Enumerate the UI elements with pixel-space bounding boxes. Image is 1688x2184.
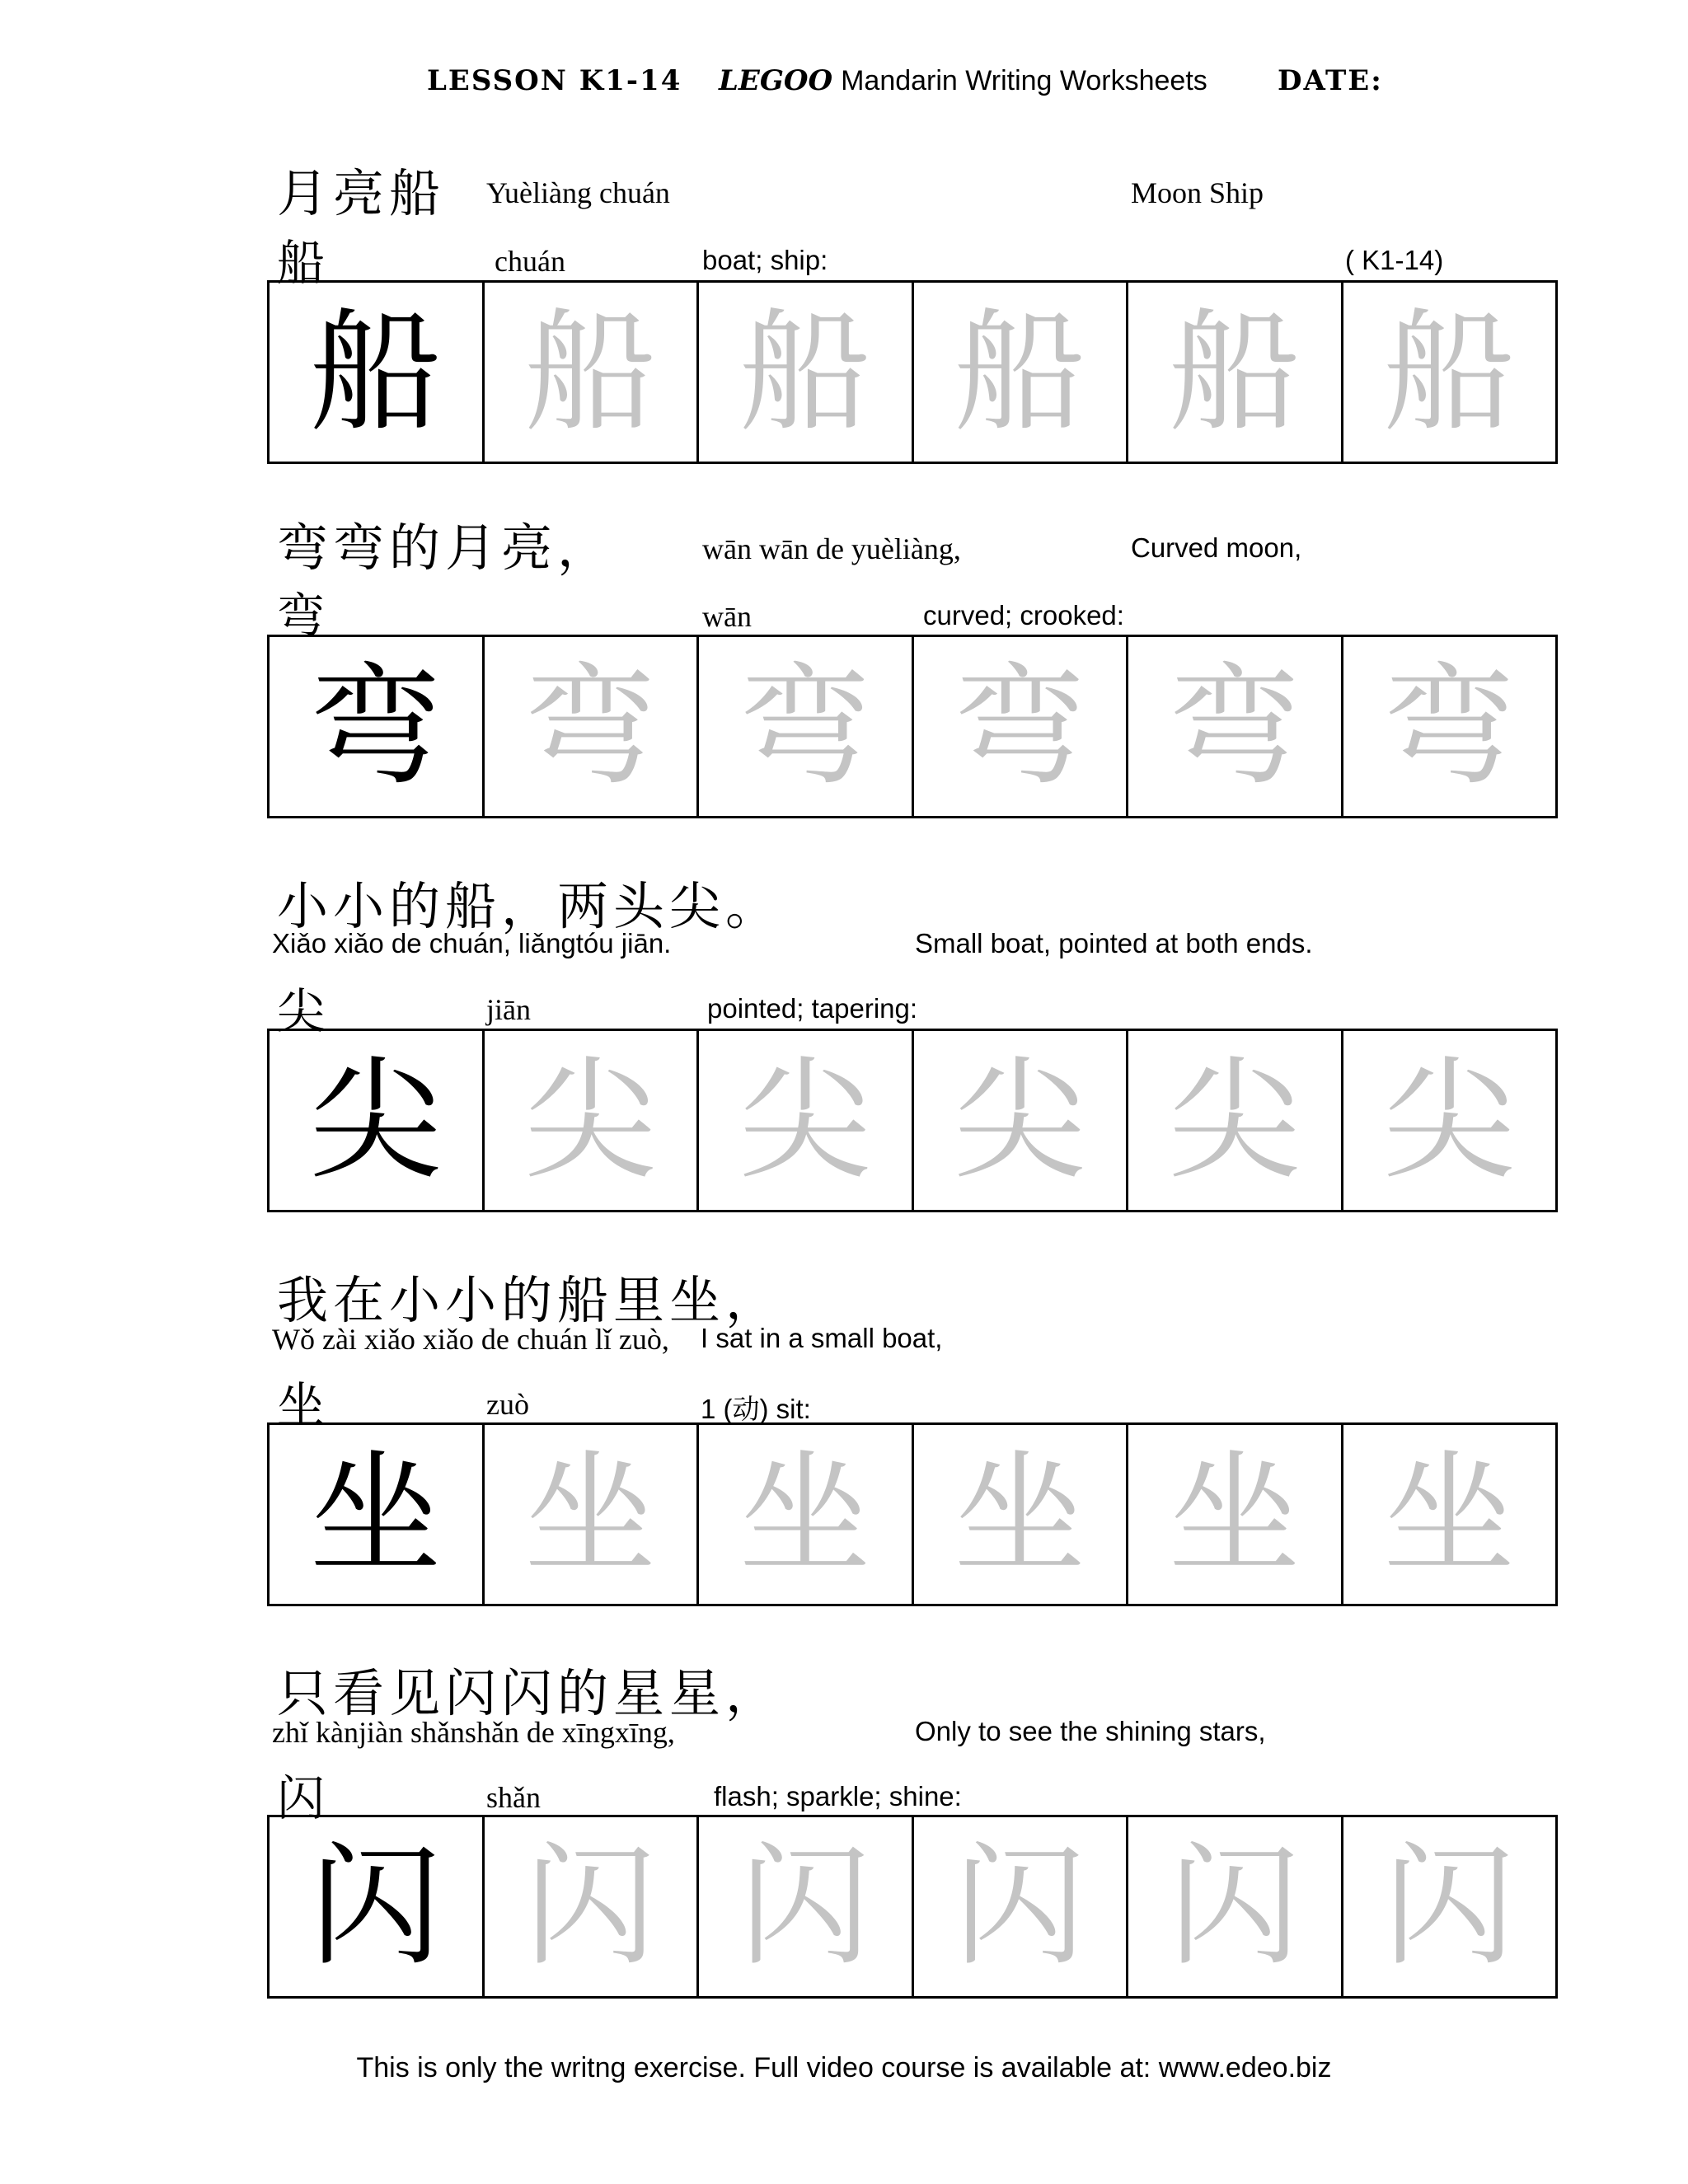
section-3-line-pinyin: Xiǎo xiǎo de chuán, liǎngtóu jiān. bbox=[272, 928, 672, 958]
section-5-char: 闪 bbox=[277, 1770, 326, 1826]
section-3-char-pinyin: jiān bbox=[486, 993, 531, 1026]
trace-char-cell[interactable]: 闪 bbox=[914, 1817, 1129, 1996]
trace-char-cell[interactable]: 弯 bbox=[1383, 649, 1516, 804]
section-2-line-pinyin: wān wān de yuèliàng, bbox=[702, 532, 961, 565]
model-char-cell: 坐 bbox=[270, 1425, 485, 1604]
section-4-char-pinyin: zuò bbox=[486, 1388, 529, 1421]
trace-char-cell[interactable]: 尖 bbox=[1128, 1031, 1343, 1210]
section-4-line-en: I sat in a small boat, bbox=[701, 1323, 943, 1353]
trace-char-cell[interactable]: 闪 bbox=[1383, 1829, 1516, 1984]
trace-char-cell[interactable]: 船 bbox=[914, 283, 1129, 462]
section-2-practice-grid bbox=[267, 635, 1558, 818]
trace-char-cell[interactable]: 坐 bbox=[699, 1425, 914, 1604]
section-1-line-en: Moon Ship bbox=[1131, 176, 1264, 209]
lesson-label: LESSON K1-14 bbox=[427, 64, 682, 97]
section-1-line-cn: 月亮船 bbox=[277, 163, 446, 223]
section-5-line-cn: 只看见闪闪的星星， bbox=[277, 1663, 782, 1723]
section-2-char-pinyin: wān bbox=[702, 600, 752, 633]
trace-char-cell[interactable]: 弯 bbox=[699, 637, 914, 816]
section-5-practice-grid bbox=[267, 1815, 1558, 1999]
trace-char-cell[interactable]: 尖 bbox=[1383, 1043, 1516, 1197]
section-4-line-pinyin: Wǒ zài xiǎo xiǎo de chuán lǐ zuò, bbox=[272, 1323, 669, 1356]
trace-char-cell[interactable]: 坐 bbox=[914, 1425, 1129, 1604]
section-5-char-meaning: flash; sparkle; shine: bbox=[714, 1781, 962, 1811]
model-char-cell: 弯 bbox=[270, 637, 485, 816]
section-1-char-pinyin: chuán bbox=[495, 245, 565, 278]
section-5-line-pinyin: zhǐ kànjiàn shǎnshǎn de xīngxīng, bbox=[272, 1716, 675, 1749]
trace-char-cell[interactable]: 弯 bbox=[1128, 637, 1343, 816]
section-2-line-cn: 弯弯的月亮， bbox=[277, 518, 614, 578]
section-1-practice-grid bbox=[267, 280, 1558, 464]
section-2-line-en: Curved moon, bbox=[1131, 532, 1302, 563]
section-4-practice-grid bbox=[267, 1422, 1558, 1606]
model-char-cell: 尖 bbox=[270, 1031, 485, 1210]
trace-char-cell[interactable]: 闪 bbox=[1128, 1817, 1343, 1996]
footer-note: This is only the writng exercise. Full video course is available at: www.edeo.biz bbox=[356, 2052, 1332, 2083]
trace-char-cell[interactable]: 船 bbox=[699, 283, 914, 462]
worksheet-title bbox=[719, 64, 1207, 97]
worksheet-title-text: Mandarin Writing Worksheets bbox=[841, 65, 1207, 96]
trace-char-cell[interactable]: 坐 bbox=[1383, 1436, 1516, 1591]
section-4-char-meaning: 1 (动) sit: bbox=[701, 1394, 811, 1424]
section-3-char: 尖 bbox=[277, 983, 326, 1039]
section-5-char-pinyin: shǎn bbox=[486, 1781, 541, 1814]
section-3-char-meaning: pointed; tapering: bbox=[707, 993, 918, 1024]
trace-char-cell[interactable]: 尖 bbox=[485, 1031, 700, 1210]
trace-char-cell[interactable]: 船 bbox=[1383, 294, 1516, 449]
section-1-char-meaning: boat; ship: bbox=[702, 245, 828, 275]
trace-char-cell[interactable]: 船 bbox=[485, 283, 700, 462]
date-label: DATE: bbox=[1278, 64, 1383, 97]
section-3-line-cn: 小小的船，两头尖。 bbox=[277, 876, 782, 936]
section-5-line-en: Only to see the shining stars, bbox=[915, 1716, 1266, 1746]
section-1-char-ref: ( K1-14) bbox=[1345, 245, 1444, 275]
section-4-char: 坐 bbox=[277, 1377, 326, 1433]
section-1-char: 船 bbox=[277, 235, 326, 291]
trace-char-cell[interactable]: 弯 bbox=[485, 637, 700, 816]
section-1-line-pinyin: Yuèliàng chuán bbox=[486, 176, 670, 209]
brand-logo-text: LEGOO bbox=[719, 64, 833, 97]
model-char-cell: 闪 bbox=[270, 1817, 485, 1996]
trace-char-cell[interactable]: 尖 bbox=[914, 1031, 1129, 1210]
section-2-char: 弯 bbox=[277, 588, 326, 644]
section-3-practice-grid bbox=[267, 1029, 1558, 1212]
trace-char-cell[interactable]: 闪 bbox=[699, 1817, 914, 1996]
model-char-cell: 船 bbox=[270, 283, 485, 462]
trace-char-cell[interactable]: 弯 bbox=[914, 637, 1129, 816]
trace-char-cell[interactable]: 尖 bbox=[699, 1031, 914, 1210]
section-4-line-cn: 我在小小的船里坐， bbox=[277, 1270, 782, 1330]
trace-char-cell[interactable]: 船 bbox=[1128, 283, 1343, 462]
trace-char-cell[interactable]: 坐 bbox=[485, 1425, 700, 1604]
section-2-char-meaning: curved; crooked: bbox=[923, 600, 1124, 630]
trace-char-cell[interactable]: 闪 bbox=[485, 1817, 700, 1996]
section-3-line-en: Small boat, pointed at both ends. bbox=[915, 928, 1313, 958]
trace-char-cell[interactable]: 坐 bbox=[1128, 1425, 1343, 1604]
